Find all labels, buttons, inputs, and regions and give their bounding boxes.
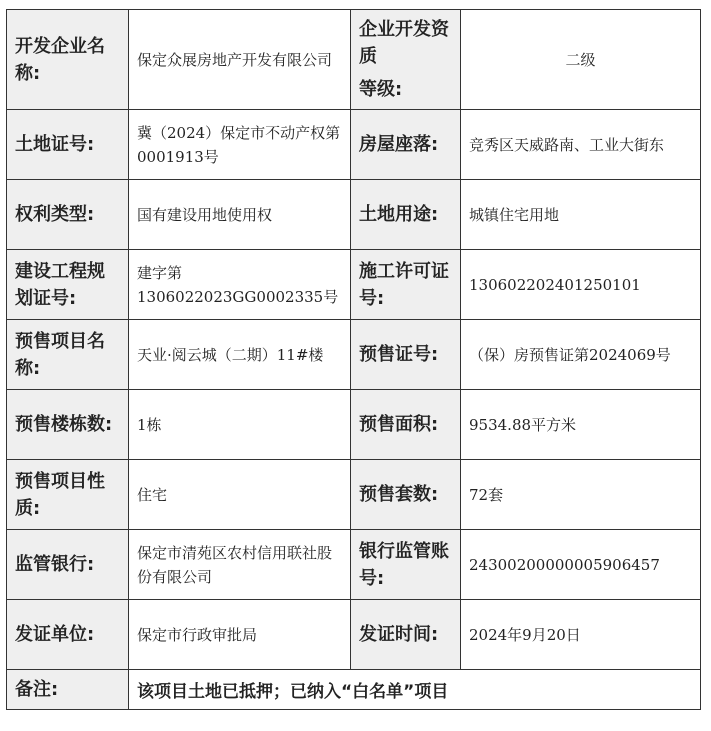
- table-row: [7, 530, 701, 600]
- construction-permit-value: 130602202401250101: [461, 250, 701, 320]
- issuing-authority-value: 保定市行政审批局: [129, 600, 351, 670]
- bank-account-label: 银行监管账号:: [351, 530, 461, 600]
- qualification-value: 二级: [461, 10, 701, 110]
- location-value: 竞秀区天威路南、工业大街东: [461, 110, 701, 180]
- construction-permit-label: 施工许可证号:: [351, 250, 461, 320]
- developer-value: 保定众展房地产开发有限公司: [129, 10, 351, 110]
- table-row: [7, 600, 701, 670]
- planning-permit-label: 建设工程规划证号:: [7, 250, 129, 320]
- land-cert-label: 土地证号:: [7, 110, 129, 180]
- note-value: 该项目土地已抵押；已纳入“白名单”项目: [129, 670, 701, 710]
- bank-account-value: 24300200000005906457: [461, 530, 701, 600]
- project-nature-label: 预售项目性质:: [7, 460, 129, 530]
- location-label: 房屋座落:: [351, 110, 461, 180]
- qualification-label-sub: 等级:: [359, 79, 403, 100]
- issuing-authority-label: 发证单位:: [7, 600, 129, 670]
- issue-date-value: 2024年9月20日: [461, 600, 701, 670]
- building-count-label: 预售楼栋数:: [7, 390, 129, 460]
- issue-date-label: 发证时间:: [351, 600, 461, 670]
- developer-label: 开发企业名称:: [7, 10, 129, 110]
- presale-permit-table: [6, 9, 701, 710]
- table-row: [7, 320, 701, 390]
- table-row: [7, 390, 701, 460]
- presale-permit-table-container: [6, 9, 700, 710]
- presale-cert-value: （保）房预售证第2024069号: [461, 320, 701, 390]
- right-type-value: 国有建设用地使用权: [129, 180, 351, 250]
- land-use-value: 城镇住宅用地: [461, 180, 701, 250]
- qualification-label-main: 企业开发资质: [359, 19, 449, 67]
- unit-count-value: 72套: [461, 460, 701, 530]
- presale-area-label: 预售面积:: [351, 390, 461, 460]
- table-row: [7, 250, 701, 320]
- project-name-label: 预售项目名称:: [7, 320, 129, 390]
- land-cert-value: 冀（2024）保定市不动产权第0001913号: [129, 110, 351, 180]
- qualification-label: [351, 10, 461, 110]
- table-row: [7, 10, 701, 110]
- table-row: [7, 460, 701, 530]
- planning-permit-value: 建字第1306022023GG0002335号: [129, 250, 351, 320]
- supervising-bank-value: 保定市清苑区农村信用联社股份有限公司: [129, 530, 351, 600]
- building-count-value: 1栋: [129, 390, 351, 460]
- right-type-label: 权利类型:: [7, 180, 129, 250]
- project-name-value: 天业·阅云城（二期）11#楼: [129, 320, 351, 390]
- land-use-label: 土地用途:: [351, 180, 461, 250]
- table-row: [7, 110, 701, 180]
- note-label: 备注:: [7, 670, 129, 710]
- unit-count-label: 预售套数:: [351, 460, 461, 530]
- presale-area-value: 9534.88平方米: [461, 390, 701, 460]
- table-row: [7, 180, 701, 250]
- project-nature-value: 住宅: [129, 460, 351, 530]
- table-row: [7, 670, 701, 710]
- supervising-bank-label: 监管银行:: [7, 530, 129, 600]
- presale-cert-label: 预售证号:: [351, 320, 461, 390]
